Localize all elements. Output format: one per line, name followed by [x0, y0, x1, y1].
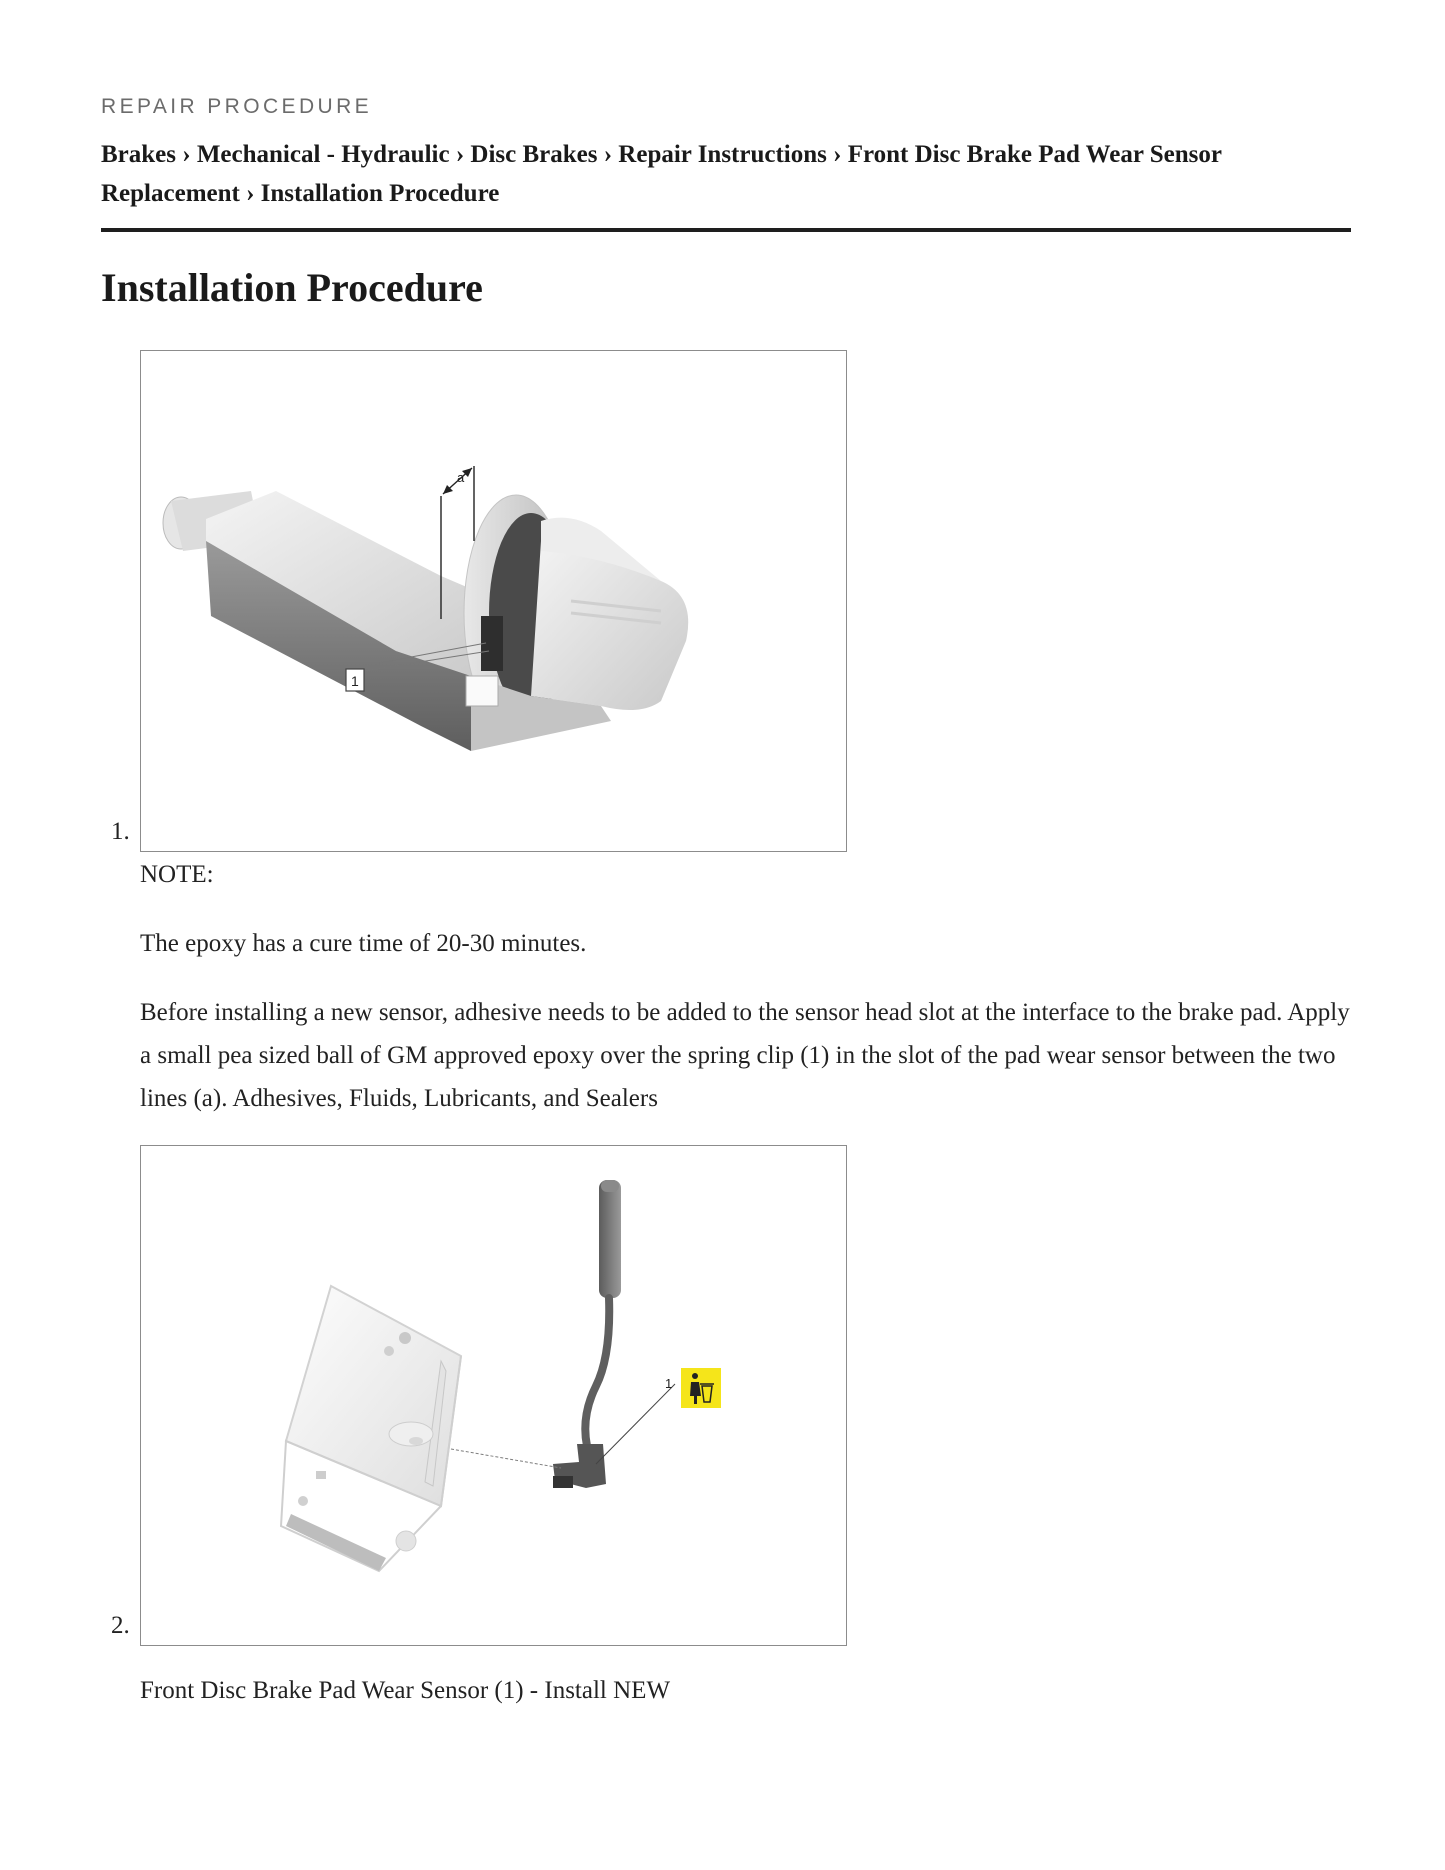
- callout-label-1: 1: [665, 1376, 673, 1391]
- callout-label-1: 1: [351, 673, 359, 689]
- step-2-instructions: Front Disc Brake Pad Wear Sensor (1) - Install NEW: [140, 1677, 671, 1704]
- note-text: The epoxy has a cure time of 20-30 minutes.: [140, 930, 587, 957]
- note-label: NOTE:: [140, 861, 214, 888]
- breadcrumb: Brakes › Mechanical - Hydraulic › Disc Brakes › Repair Instructions › Front Disc Brake Pad Wear Sensor Replacement › Installation Procedure: [101, 141, 1222, 207]
- section-kicker: REPAIR PROCEDURE: [101, 95, 373, 118]
- header-divider: [101, 228, 1351, 232]
- dimension-label-a: a: [457, 470, 465, 485]
- step-2-marker: 2.: [111, 1612, 130, 1639]
- step-1-marker: 1.: [111, 818, 130, 845]
- wear-sensor-install-illustration: [140, 1145, 847, 1646]
- disposal-badge-icon: [681, 1368, 721, 1408]
- step-1-instructions: Before installing a new sensor, adhesive needs to be added to the sensor head slot at the interface to the brake pad. Apply a small pea sized ball of GM approved epoxy over the spring clip (1) in the slot of the pad wear sensor between the two lines (a). Adhesives, Fluids, Lubricants, and Sealers: [140, 999, 1350, 1112]
- sensor-head-illustration: [140, 350, 847, 852]
- page-title: Installation Procedure: [101, 265, 483, 310]
